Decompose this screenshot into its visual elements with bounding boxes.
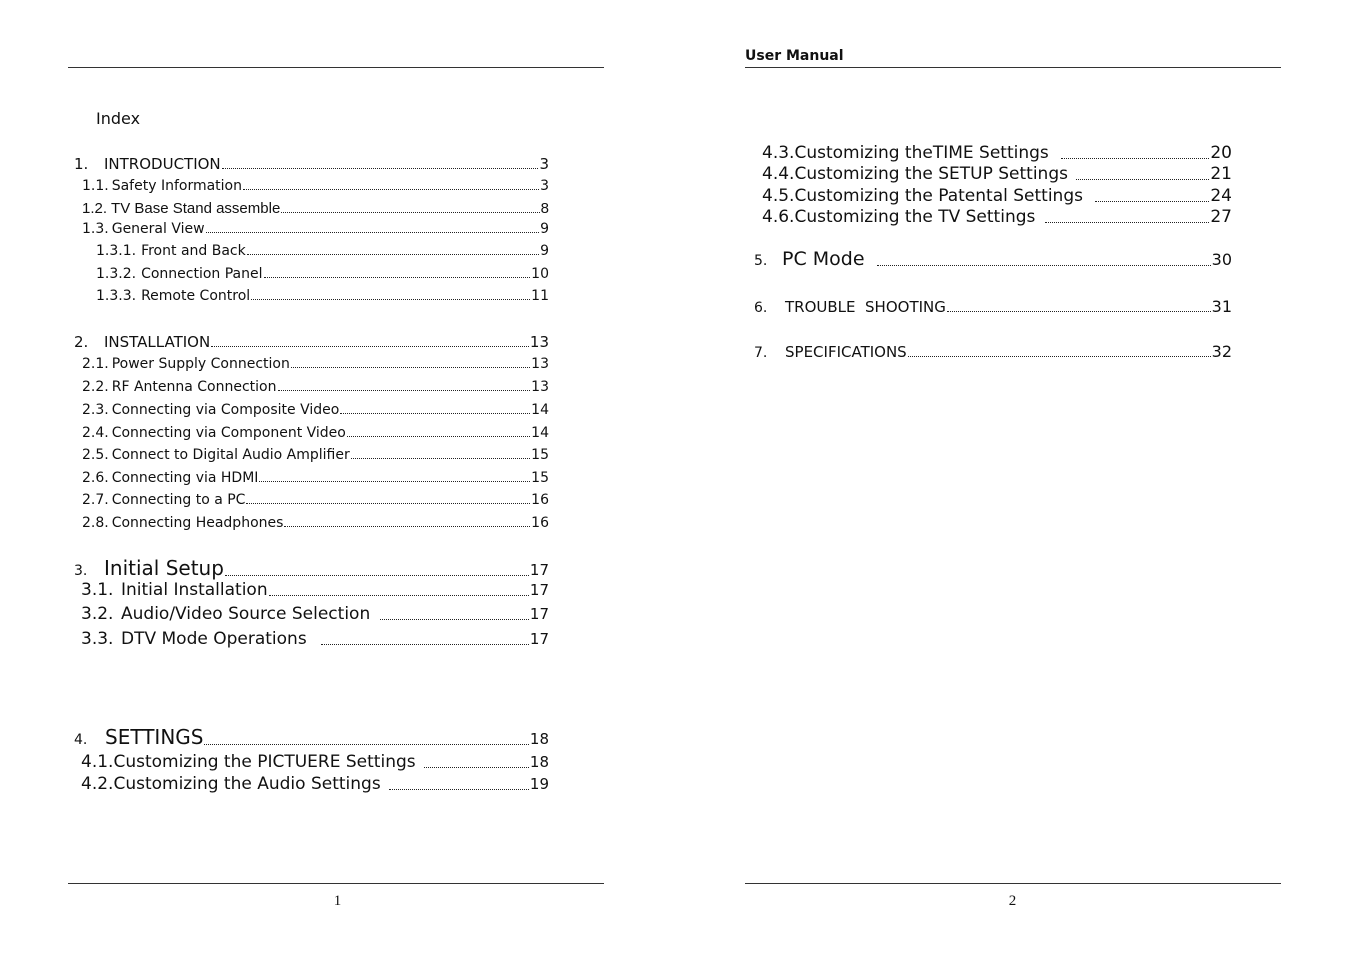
toc-entry[interactable] xyxy=(74,725,549,749)
toc-entry-label: SETTINGS xyxy=(105,725,204,749)
toc-entry-page: 14 xyxy=(531,402,549,418)
toc-entry[interactable] xyxy=(82,178,549,194)
toc-entry-number: 2.7. xyxy=(82,492,109,508)
toc-entry-page: 31 xyxy=(1211,297,1232,316)
toc-entry[interactable] xyxy=(74,333,549,351)
toc-entry[interactable] xyxy=(74,556,549,580)
toc-entry-page: 17 xyxy=(529,630,549,648)
toc-entry-page: 9 xyxy=(540,243,549,259)
toc-entry-page: 17 xyxy=(529,561,549,579)
toc-entry-label: Initial Setup xyxy=(104,556,224,580)
toc-leader-dots xyxy=(281,212,539,213)
toc-entry-page: 3 xyxy=(539,155,549,173)
toc-entry-label: Connecting via Component Video xyxy=(111,425,346,441)
toc-entry[interactable] xyxy=(762,186,1232,206)
toc-entry-number: 2.2. xyxy=(82,379,109,395)
toc-entry-page: 16 xyxy=(531,492,549,508)
toc-entry-label: Connecting to a PC xyxy=(111,492,246,508)
toc-entry-page: 8 xyxy=(540,200,549,217)
toc-entry-page: 15 xyxy=(531,447,549,463)
toc-entry-number: 2.6. xyxy=(82,470,109,486)
toc-entry-page: 21 xyxy=(1210,164,1232,184)
toc-leader-dots xyxy=(222,168,539,169)
toc-entry-label: Connecting Headphones xyxy=(111,515,284,531)
toc-entry-number: 7. xyxy=(754,345,768,361)
toc-entry-label: Power Supply Connection xyxy=(111,356,290,372)
toc-entry-label: Audio/Video Source Selection xyxy=(121,604,371,624)
header-title: User Manual xyxy=(745,48,844,64)
page-number: 1 xyxy=(333,893,342,909)
toc-entry-page: 27 xyxy=(1210,207,1232,227)
toc-leader-dots xyxy=(206,232,540,233)
toc-entry-number: 2.1. xyxy=(82,356,109,372)
index-title: Index xyxy=(96,109,141,128)
toc-entry-page: 19 xyxy=(529,775,549,793)
toc-entry-number: 3.1. xyxy=(81,580,114,600)
toc-entry[interactable] xyxy=(82,492,549,508)
toc-entry-page: 3 xyxy=(540,178,549,194)
toc-entry-label: PC Mode xyxy=(782,248,865,270)
toc-entry-label: Customizing the SETUP Settings xyxy=(794,164,1068,184)
toc-entry-label: Customizing the Audio Settings xyxy=(113,774,381,794)
toc-entry-label: Remote Control xyxy=(141,288,251,304)
toc-entry-page: 13 xyxy=(529,333,549,351)
toc-leader-dots xyxy=(225,575,529,576)
toc-entry-label: Customizing the TV Settings xyxy=(794,207,1036,227)
toc-entry-page: 17 xyxy=(529,581,549,599)
toc-leader-dots xyxy=(211,346,529,347)
toc-leader-dots xyxy=(278,390,531,391)
toc-entry[interactable] xyxy=(754,297,1232,316)
toc-entry[interactable] xyxy=(81,752,549,772)
toc-entry-page: 16 xyxy=(531,515,549,531)
toc-entry-label: Initial Installation xyxy=(121,580,268,600)
toc-entry-page: 20 xyxy=(1210,143,1232,163)
toc-entry-number: 6. xyxy=(754,300,768,316)
toc-leader-dots xyxy=(204,744,528,745)
toc-leader-dots xyxy=(877,265,1211,266)
toc-entry-label: SPECIFICATIONS xyxy=(785,343,907,361)
toc-entry[interactable] xyxy=(82,470,549,486)
toc-entry[interactable] xyxy=(81,629,549,649)
toc-leader-dots xyxy=(269,595,529,596)
toc-entry[interactable] xyxy=(96,243,549,259)
toc-entry-number: 4.4. xyxy=(762,164,795,184)
toc-entry-number: 1.2. xyxy=(82,200,108,217)
toc-leader-dots xyxy=(351,458,530,459)
toc-leader-dots xyxy=(247,254,539,255)
toc-entry-label: Safety Information xyxy=(111,178,242,194)
toc-entry-number: 1.1. xyxy=(82,178,109,194)
toc-entry[interactable] xyxy=(81,774,549,794)
toc-entry-page: 30 xyxy=(1211,250,1232,269)
toc-entry-label: INSTALLATION xyxy=(104,333,211,351)
toc-entry-page: 24 xyxy=(1210,186,1232,206)
toc-leader-dots xyxy=(243,189,539,190)
toc-entry[interactable] xyxy=(82,221,549,237)
toc-entry-label: Front and Back xyxy=(141,243,246,259)
toc-leader-dots xyxy=(284,526,530,527)
toc-entry-number: 2.3. xyxy=(82,402,109,418)
toc-entry[interactable] xyxy=(754,342,1232,361)
toc-leader-dots xyxy=(908,356,1211,357)
toc-entry-number: 1.3.1. xyxy=(96,243,137,259)
toc-entry-label: INTRODUCTION xyxy=(104,155,221,173)
toc-leader-dots xyxy=(347,436,530,437)
toc-leader-dots xyxy=(291,367,530,368)
toc-entry[interactable] xyxy=(82,425,549,441)
toc-entry-number: 4.6. xyxy=(762,207,795,227)
toc-entry[interactable] xyxy=(81,604,549,624)
toc-leader-dots xyxy=(389,789,529,790)
toc-entry-number: 1.3. xyxy=(82,221,109,237)
toc-leader-dots xyxy=(246,503,530,504)
page-number: 2 xyxy=(1008,893,1017,909)
toc-entry-page: 17 xyxy=(529,605,549,623)
toc-entry-number: 1.3.2. xyxy=(96,266,137,282)
toc-entry-page: 32 xyxy=(1211,342,1232,361)
toc-leader-dots xyxy=(259,481,530,482)
toc-leader-dots xyxy=(947,311,1211,312)
toc-entry-number: 1. xyxy=(74,155,89,173)
toc-entry[interactable] xyxy=(82,379,549,395)
toc-entry-page: 13 xyxy=(531,356,549,372)
toc-entry[interactable] xyxy=(82,402,549,418)
toc-entry[interactable] xyxy=(762,164,1232,184)
toc-entry[interactable] xyxy=(754,248,1232,270)
toc-leader-dots xyxy=(424,767,529,768)
toc-entry[interactable] xyxy=(81,580,549,600)
toc-entry-label: Connection Panel xyxy=(141,266,263,282)
toc-leader-dots xyxy=(264,277,531,278)
toc-leader-dots xyxy=(380,619,529,620)
toc-entry-number: 2. xyxy=(74,333,89,351)
toc-entry-page: 11 xyxy=(531,288,549,304)
toc-leader-dots xyxy=(321,644,529,645)
toc-entry-label: TV Base Stand assemble xyxy=(111,200,281,217)
toc-leader-dots xyxy=(1076,179,1209,180)
toc-entry-label: DTV Mode Operations xyxy=(121,629,307,649)
toc-leader-dots xyxy=(1095,201,1209,202)
toc-entry-label: Customizing the Patental Settings xyxy=(794,186,1083,206)
toc-entry-number: 2.4. xyxy=(82,425,109,441)
toc-entry-label: Connecting via HDMI xyxy=(111,470,259,486)
toc-entry[interactable] xyxy=(762,143,1232,163)
toc-leader-dots xyxy=(251,299,530,300)
toc-leader-dots xyxy=(1061,158,1210,159)
toc-entry-label: TROUBLE SHOOTING xyxy=(785,298,946,316)
toc-leader-dots xyxy=(340,413,530,414)
toc-entry-page: 10 xyxy=(531,266,549,282)
bottom-rule xyxy=(745,883,1281,884)
toc-entry-label: Connect to Digital Audio Amplifier xyxy=(111,447,350,463)
toc-entry-number: 4.3. xyxy=(762,143,795,163)
toc-entry-number: 4.2. xyxy=(81,774,114,794)
toc-entry-label: Connecting via Composite Video xyxy=(111,402,340,418)
toc-entry-number: 3.3. xyxy=(81,629,114,649)
toc-entry-number: 5. xyxy=(754,253,768,269)
toc-entry-page: 15 xyxy=(531,470,549,486)
toc-entry-label: RF Antenna Connection xyxy=(111,379,277,395)
toc-entry[interactable] xyxy=(82,447,549,463)
toc-entry[interactable] xyxy=(82,515,549,531)
toc-entry[interactable] xyxy=(82,356,549,372)
top-rule xyxy=(68,67,604,68)
toc-entry-page: 13 xyxy=(531,379,549,395)
toc-entry-number: 3.2. xyxy=(81,604,114,624)
toc-entry-label: Customizing the PICTUERE Settings xyxy=(113,752,416,772)
toc-entry-number: 2.5. xyxy=(82,447,109,463)
toc-entry-page: 14 xyxy=(531,425,549,441)
toc-entry-number: 3. xyxy=(74,563,88,579)
toc-entry-page: 9 xyxy=(540,221,549,237)
toc-entry[interactable] xyxy=(74,155,549,173)
toc-entry-page: 18 xyxy=(529,730,549,748)
bottom-rule xyxy=(68,883,604,884)
toc-entry[interactable] xyxy=(762,207,1232,227)
top-rule xyxy=(745,67,1281,68)
right-page xyxy=(675,0,1350,954)
toc-entry-number: 1.3.3. xyxy=(96,288,137,304)
toc-entry-number: 4.5. xyxy=(762,186,795,206)
toc-entry-page: 18 xyxy=(529,753,549,771)
toc-entry-number: 2.8. xyxy=(82,515,109,531)
toc-entry-number: 4.1. xyxy=(81,752,114,772)
toc-entry[interactable] xyxy=(96,288,549,304)
toc-entry-label: Customizing theTIME Settings xyxy=(794,143,1049,163)
toc-entry-label: General View xyxy=(111,221,205,237)
toc-entry[interactable] xyxy=(96,266,549,282)
toc-leader-dots xyxy=(1045,222,1209,223)
toc-entry-number: 4. xyxy=(74,732,88,748)
toc-entry[interactable] xyxy=(82,200,549,217)
